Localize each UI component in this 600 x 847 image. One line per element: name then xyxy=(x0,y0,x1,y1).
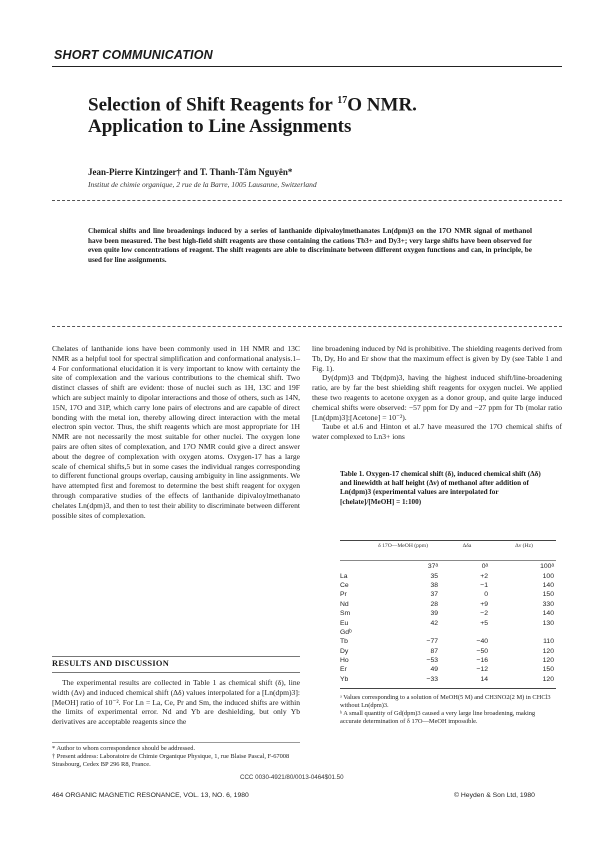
left-column-2 xyxy=(52,678,300,727)
table-rule-bottom xyxy=(340,688,556,689)
cell-linewidth xyxy=(490,628,556,637)
abstract-divider-bottom xyxy=(52,326,562,327)
table-rule-top xyxy=(340,540,556,541)
left-para-2: The experimental results are collected in Table 1 as chemical shift (δ), line width (Δν) and induced chemical shift (Δδ) values interpolated for a [Ln(dpm)3]:[MeOH] ratio of 10⁻². For Ln = La, Ce, Pr and Sm, the induced shifts are within the limits of experimental error. Nd and Yb are deshielding, but only Yb derivatives are acceptable reagents since the xyxy=(52,678,300,727)
section-heading: RESULTS AND DISCUSSION xyxy=(52,659,170,668)
affiliation: Institut de chimie organique, 2 rue de la Barre, 1005 Lausanne, Switzerland xyxy=(88,180,317,189)
cell-induced-shift: −1 xyxy=(480,581,488,589)
footnote-corresponding: * Author to whom correspondence should be addressed. xyxy=(52,745,196,752)
cell-delta: −33 xyxy=(426,675,438,683)
left-column xyxy=(52,344,300,520)
cell-induced-shift: 14 xyxy=(480,675,488,683)
cell-lanthanide: Gdᵇ xyxy=(340,628,352,636)
table-caption xyxy=(340,470,552,507)
cell-linewidth: 100ᵃ xyxy=(540,563,554,571)
cell-delta: 49 xyxy=(430,666,438,674)
section-rule-bottom xyxy=(52,672,300,673)
cell-induced-shift: +2 xyxy=(480,572,488,580)
journal-footer: 464 ORGANIC MAGNETIC RESONANCE, VOL. 13, NO. 6, 1980 xyxy=(52,792,249,799)
cell-lanthanide: Yb xyxy=(340,675,349,683)
cell-lanthanide: Er xyxy=(340,666,347,674)
cell-linewidth: 110 xyxy=(543,638,554,646)
section-rule xyxy=(52,656,300,657)
right-para-2: Dy(dpm)3 and Tb(dpm)3, having the highest induced shift/line-broadening ratio, are by far the best shielding shift reagents for oxygen nuclei. We applied these two reagents to acetone oxygen as a donor group, and quite large induced chemical shifts were observed: −57 ppm for Dy and −27 ppm for Tb (molar ratio [Ln(dpm)3]:[Acetone] = 10⁻²). xyxy=(312,373,562,422)
author-footnotes xyxy=(52,745,300,769)
table-label: Table 1. xyxy=(340,470,365,478)
table-row xyxy=(340,656,556,665)
right-column xyxy=(312,344,562,442)
header-rule xyxy=(52,66,562,67)
cell-linewidth: 100 xyxy=(542,572,554,580)
cell-lanthanide: Dy xyxy=(340,647,349,655)
copyright-footer: © Heyden & Son Ltd, 1980 xyxy=(454,792,535,799)
cell-delta: 37ᵃ xyxy=(427,563,438,571)
cell-delta: −77 xyxy=(426,638,438,646)
cell-induced-shift: 0ᵃ xyxy=(481,563,488,571)
title-line1-prefix: Selection of Shift Reagents for xyxy=(88,94,338,116)
cell-delta: 37 xyxy=(430,591,438,599)
cell-induced-shift: +9 xyxy=(480,600,488,608)
cell-lanthanide: Eu xyxy=(340,619,349,627)
table-row xyxy=(340,571,556,580)
article-code: CCC 0030-4921/80/0013-0464$01.50 xyxy=(240,774,344,781)
cell-linewidth: 150 xyxy=(542,666,554,674)
data-table xyxy=(340,562,556,684)
footnote-address: † Present address: Laboratoire de Chimie Organique Physique, 1, rue Blaise Pascal, F-67008 Strasbourg, Cedex BP 296 R8, France. xyxy=(52,753,290,768)
cell-linewidth: 140 xyxy=(542,581,554,589)
abstract: Chemical shifts and line broadenings induced by a series of lanthanide dipivaloylmethanates Ln(dpm)3 on the 17O NMR signal of methanol have been measured. The best high-field shift reagents are those containing the cations Tb3+ and Dy3+; very large shifts have been observed for even quite low concentrations of reagent. The shift reagents are able to discriminate between different oxygen functions and can, in principle, be used for line assignments. xyxy=(88,227,532,264)
th-ddelta: Δδa xyxy=(462,543,472,549)
table-body xyxy=(340,562,556,684)
cell-delta: 39 xyxy=(430,610,438,618)
table-row xyxy=(340,637,556,646)
cell-lanthanide: Ho xyxy=(340,657,349,665)
cell-induced-shift: −2 xyxy=(480,610,488,618)
right-para-3: Taube et al.6 and Hinton et al.7 have measured the 17O chemical shifts of water complexed to Ln3+ ions xyxy=(312,422,562,442)
right-para-1: line broadening induced by Nd is prohibitive. The shielding reagents derived from Tb, Dy, Ho and Er show that the maximum effect is given by Dy (see Table 1 and Fig. 1). xyxy=(312,344,562,373)
table-row xyxy=(340,581,556,590)
table-row xyxy=(340,562,556,571)
abstract-divider-top xyxy=(52,200,562,201)
table-row xyxy=(340,628,556,637)
cell-lanthanide: Nd xyxy=(340,600,349,608)
title-line1-suffix: O NMR. xyxy=(347,94,417,116)
cell-linewidth: 120 xyxy=(542,675,554,683)
left-para-1: Chelates of lanthanide ions have been commonly used in 1H NMR and 13C NMR as a helpful tool for spectral simplification and conformational analysis.1–4 For conformational elucidation it is very important to know with certainty the site of complexation and the various contributions to the chemical shift. Two distinct classes of shift are evident: those of nuclei such as 1H, 13C and 19F which are subject mainly to dipolar interactions and those of others, such as 14N, 15N, 17O and 31P, which carry lone pairs of electrons and are capable of direct bonding with the metal ion, thereby allowing direct interaction with the metal electron spin vector. Thus, the shift reagents which are most appropriate for 1H NMR are not necessarily the most suitable for other nuclei. The oxygen lone pairs are often sites of complexation, and 17O NMR could give a direct answer about the degree of complexation with oxygen atoms. Oxygen-17 has a large scale of chemical shifts,5 but in some cases the individual ranges corresponding to different functional groups overlap, causing ambiguity in line assignments. We have attempted first and foremost to determine the best shift reagent for oxygen through comparative studies of the effects of lanthanide dipivaloylmethanato chelates Ln(dpm)3, and then to test their ability to discriminate between different possible sites of complexation. xyxy=(52,344,300,520)
cell-linewidth: 120 xyxy=(542,657,554,665)
authors: Jean-Pierre Kintzinger† and T. Thanh-Tâm Nguyên* xyxy=(88,167,293,177)
th-width: Δν (Hz) xyxy=(515,543,533,549)
section-label: SHORT COMMUNICATION xyxy=(54,48,213,62)
table-footnotes xyxy=(340,694,556,726)
cell-linewidth: 150 xyxy=(542,591,554,599)
cell-induced-shift: 0 xyxy=(484,591,488,599)
footnote-rule xyxy=(52,742,300,743)
cell-induced-shift: −40 xyxy=(476,638,488,646)
cell-delta: 28 xyxy=(430,600,438,608)
cell-linewidth: 140 xyxy=(542,610,554,618)
cell-lanthanide: La xyxy=(340,572,348,580)
cell-delta: 35 xyxy=(430,572,438,580)
cell-delta: 42 xyxy=(430,619,438,627)
cell-delta: 87 xyxy=(430,647,438,655)
article-title xyxy=(88,90,548,138)
table-row xyxy=(340,618,556,627)
table-rule-mid xyxy=(340,560,556,561)
table-footnote-a: ᵃ Values corresponding to a solution of MeOH(5 M) and CH3NO2(2 M) in CHCl3 without Ln(dpm)3. xyxy=(340,694,551,709)
cell-lanthanide xyxy=(340,562,366,571)
cell-induced-shift: −12 xyxy=(476,666,488,674)
cell-induced-shift: −50 xyxy=(476,647,488,655)
title-superscript: 17 xyxy=(337,95,348,106)
cell-induced-shift: +5 xyxy=(480,619,488,627)
cell-linewidth: 120 xyxy=(542,647,554,655)
cell-lanthanide: Ce xyxy=(340,581,349,589)
cell-lanthanide: Tb xyxy=(340,638,348,646)
cell-induced-shift xyxy=(440,628,490,637)
table-caption-text: Oxygen-17 chemical shift (δ), induced chemical shift (Δδ) and linewidth at half height (Δν) of methanol after addition of Ln(dpm)3 (experimental values are interpolated for [chelate]/[MeOH] = 1:100) xyxy=(340,470,541,506)
title-line2: Application to Line Assignments xyxy=(88,116,352,138)
cell-lanthanide: Sm xyxy=(340,610,351,618)
table-footnote-b: ᵇ A small quantity of Gd(dpm)3 caused a very large line broadening, making accurate determination of δ 17O—MeOH impossible. xyxy=(340,710,536,725)
cell-delta: −53 xyxy=(426,657,438,665)
table-row xyxy=(340,665,556,674)
table-row xyxy=(340,609,556,618)
table-row xyxy=(340,675,556,684)
table-row xyxy=(340,647,556,656)
cell-linewidth: 330 xyxy=(542,600,554,608)
table-row xyxy=(340,590,556,599)
cell-delta: 38 xyxy=(430,581,438,589)
th-delta: δ 17O—MeOH (ppm) xyxy=(378,543,428,549)
cell-linewidth: 130 xyxy=(542,619,554,627)
cell-induced-shift: −16 xyxy=(476,657,488,665)
cell-lanthanide: Pr xyxy=(340,591,347,599)
cell-delta xyxy=(366,628,440,637)
table-row xyxy=(340,600,556,609)
